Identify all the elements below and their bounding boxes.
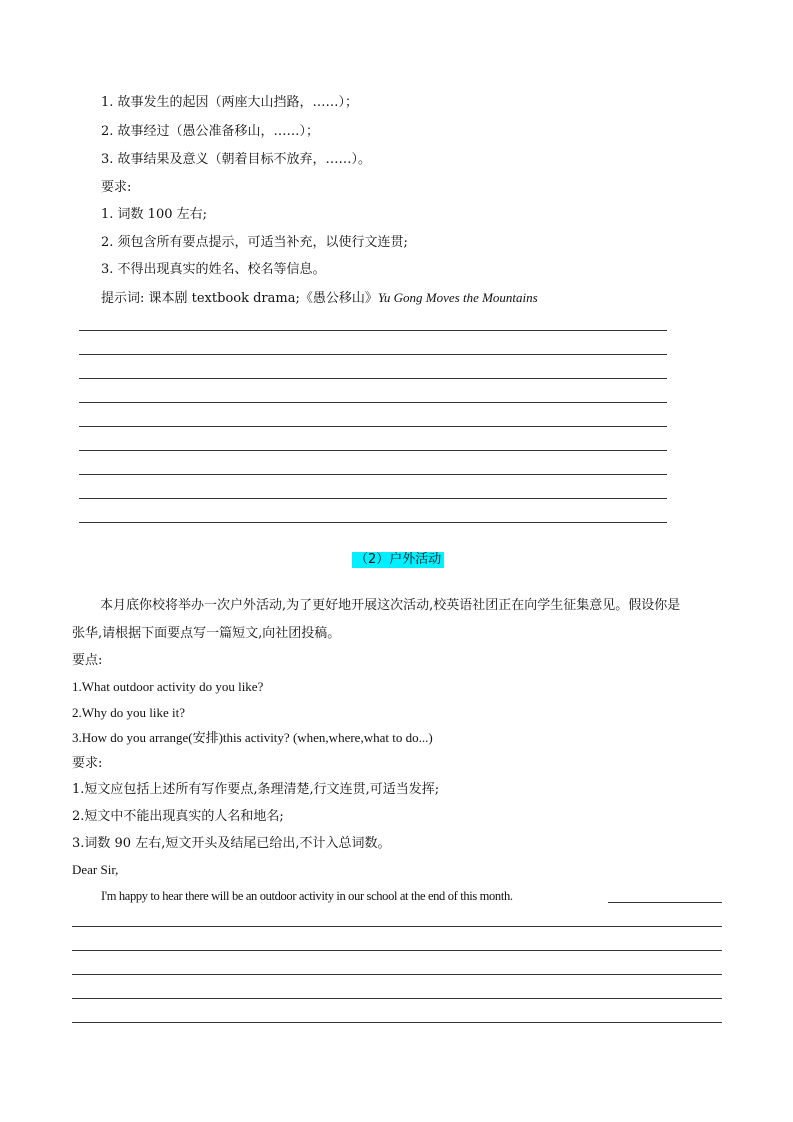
requirement-2-1: 1.短文应包括上述所有写作要点,条理清楚,行文连贯,可适当发挥;	[72, 782, 440, 797]
intro-line-2: 张华,请根据下面要点写一篇短文,向社团投稿。	[72, 626, 341, 641]
writing-line[interactable]	[79, 498, 667, 499]
writing-line[interactable]	[79, 522, 667, 523]
outline-point-2: 2.Why do you like it?	[72, 705, 186, 720]
story-point-3: 3. 故事结果及意义（朝着目标不放弃，……）。	[101, 152, 372, 167]
requirement-2-2: 2.短文中不能出现真实的人名和地名;	[72, 809, 284, 824]
story-point-2: 2. 故事经过（愚公准备移山，……）；	[101, 124, 320, 139]
requirements-heading-2: 要求:	[72, 756, 103, 771]
hint-prefix: 提示词: 课本剧 textbook drama;《愚公移山》	[101, 291, 378, 306]
writing-line[interactable]	[79, 402, 667, 403]
points-heading: 要点:	[72, 653, 103, 668]
writing-line[interactable]	[79, 354, 667, 355]
requirement-2-3: 3.词数 90 左右,短文开头及结尾已给出,不计入总词数。	[72, 836, 391, 851]
writing-line[interactable]	[72, 926, 722, 927]
requirement-1: 1. 词数 100 左右;	[101, 207, 207, 222]
writing-line[interactable]	[79, 450, 667, 451]
writing-line[interactable]	[72, 974, 722, 975]
writing-line[interactable]	[72, 998, 722, 999]
requirements-heading: 要求:	[101, 180, 132, 195]
writing-line[interactable]	[72, 1022, 722, 1023]
writing-line[interactable]	[79, 330, 667, 331]
hint-words	[101, 290, 538, 307]
requirement-2: 2. 须包含所有要点提示，可适当补充，以使行文连贯;	[101, 235, 408, 250]
outline-point-3: 3.How do you arrange(安排)this activity? (when,where,what to do...)	[72, 730, 433, 745]
opening-sentence: I'm happy to hear there will be an outdoor activity in our school at the end of this month.	[101, 889, 513, 903]
hint-italic-title: Yu Gong Moves the Mountains	[377, 290, 538, 305]
salutation: Dear Sir,	[72, 862, 119, 877]
writing-line[interactable]	[79, 426, 667, 427]
requirement-3: 3. 不得出现真实的姓名、校名等信息。	[101, 262, 326, 277]
intro-line-1: 本月底你校将举办一次户外活动,为了更好地开展这次活动,校英语社团正在向学生征集意见。假设你是	[100, 598, 681, 613]
story-point-1: 1. 故事发生的起因（两座大山挡路，……）；	[101, 95, 359, 110]
writing-line[interactable]	[72, 950, 722, 951]
outline-point-1: 1.What outdoor activity do you like?	[72, 679, 264, 694]
writing-line[interactable]	[79, 378, 667, 379]
section-title: （2）户外活动	[352, 552, 444, 568]
writing-line[interactable]	[608, 902, 722, 903]
writing-line[interactable]	[79, 474, 667, 475]
